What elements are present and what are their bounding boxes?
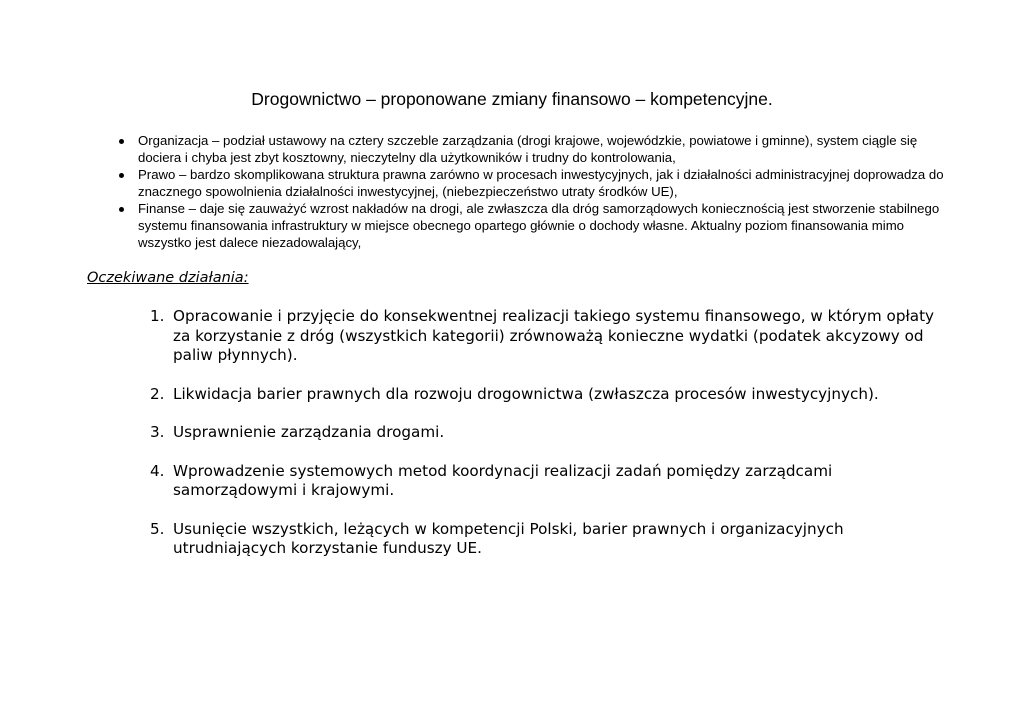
bullet-list	[114, 132, 944, 251]
action-item-4	[150, 462, 950, 501]
action-number: 4.	[150, 461, 165, 480]
section-heading: Oczekiwane działania:	[87, 270, 249, 286]
action-item-3	[150, 423, 950, 443]
bullet-item-prawo	[114, 166, 944, 200]
bullet-text: Organizacja – podział ustawowy na cztery szczeble zarządzania (drogi krajowe, wojewódzkie, powiatowe i gminne), system ciągle się dociera i chyba jest zbyt kosztowny, nieczytelny dla użytkowników i trudny do kontrolowania,	[138, 133, 918, 165]
action-text: Wprowadzenie systemowych metod koordynacji realizacji zadań pomiędzy zarządcami samorządowymi i krajowymi.	[173, 461, 833, 499]
actions-list	[150, 307, 950, 578]
action-number: 3.	[150, 423, 165, 441]
action-text: Usprawnienie zarządzania drogami.	[173, 423, 445, 441]
action-text: Opracowanie i przyjęcie do konsekwentnej realizacji takiego systemu finansowego, w którym opłaty za korzystanie z dróg (wszystkich kategorii) zrównoważą konieczne wydatki (podatek akcyzowy od paliw płynnych).	[173, 307, 935, 364]
action-item-1	[150, 307, 950, 366]
bullet-item-organizacja	[114, 132, 944, 166]
action-number: 2.	[150, 384, 165, 403]
bullet-icon	[119, 139, 124, 144]
bullet-text: Prawo – bardzo skomplikowana struktura prawna zarówno w procesach inwestycyjnych, jak i działalności administracyjnej doprowadza do znacznego spowolnienia działalności inwestycyjnej, (niebezpieczeństwo utraty środków UE),	[138, 167, 944, 199]
action-item-2	[150, 385, 950, 405]
bullet-text: Finanse – daje się zauważyć wzrost nakładów na drogi, ale zwłaszcza dla dróg samorządowych koniecznością jest stworzenie stabilnego systemu finansowania infrastruktury w miejsce obecnego opartego głównie o dochody własne. Aktualny poziom finansowania mimo wszystko jest dalece niezadowalający,	[138, 201, 940, 250]
action-text: Likwidacja barier prawnych dla rozwoju drogownictwa (zwłaszcza procesów inwestycyjnych).	[173, 384, 879, 403]
bullet-item-finanse	[114, 200, 944, 251]
action-number: 1.	[150, 307, 165, 325]
bullet-icon	[119, 207, 124, 212]
action-number: 5.	[150, 519, 165, 538]
document-title: Drogownictwo – proponowane zmiany finansowo – kompetencyjne.	[251, 89, 773, 109]
action-text: Usunięcie wszystkich, leżących w kompetencji Polski, barier prawnych i organizacyjnych utrudniających korzystanie funduszy UE.	[173, 519, 844, 557]
action-item-5	[150, 520, 950, 559]
bullet-icon	[119, 173, 124, 178]
